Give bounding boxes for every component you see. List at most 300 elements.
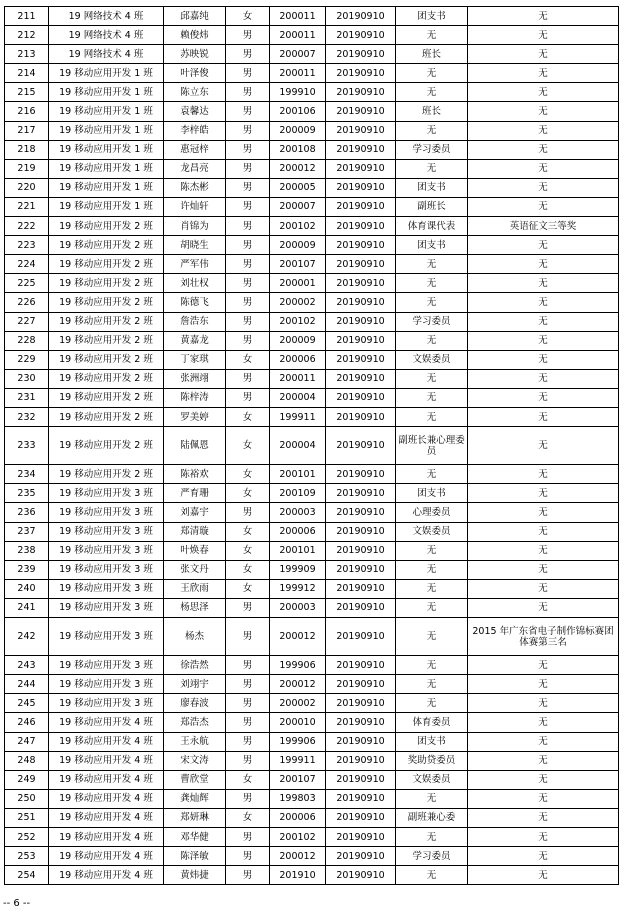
cell-index: 236	[5, 503, 49, 522]
cell-award: 英语征文三等奖	[468, 217, 619, 236]
cell-name: 宋文涛	[164, 751, 226, 770]
cell-index: 252	[5, 828, 49, 847]
cell-name: 严育珊	[164, 484, 226, 503]
cell-index: 238	[5, 541, 49, 560]
cell-position: 无	[396, 159, 468, 178]
cell-name: 黄嘉龙	[164, 331, 226, 350]
cell-name: 赖俊炜	[164, 26, 226, 45]
cell-index: 233	[5, 427, 49, 465]
cell-name: 刘壮权	[164, 274, 226, 293]
cell-gender: 女	[226, 407, 270, 426]
cell-name: 陈德飞	[164, 293, 226, 312]
cell-gender: 男	[226, 293, 270, 312]
cell-name: 李梓皓	[164, 121, 226, 140]
cell-birth: 199909	[270, 560, 326, 579]
cell-award: 无	[468, 293, 619, 312]
table-row	[5, 7, 619, 26]
cell-position: 无	[396, 121, 468, 140]
cell-index: 231	[5, 388, 49, 407]
cell-gender: 男	[226, 140, 270, 159]
cell-name: 丁家琪	[164, 350, 226, 369]
table-row	[5, 140, 619, 159]
cell-birth: 200003	[270, 598, 326, 617]
cell-name: 陈裕欢	[164, 465, 226, 484]
cell-name: 曹欣堂	[164, 770, 226, 789]
cell-birth: 200004	[270, 427, 326, 465]
table-row	[5, 828, 619, 847]
cell-gender: 男	[226, 331, 270, 350]
cell-class: 19 移动应用开发 3 班	[49, 598, 164, 617]
cell-enroll-date: 20190910	[326, 427, 396, 465]
cell-gender: 男	[226, 236, 270, 255]
cell-gender: 男	[226, 713, 270, 732]
cell-position: 无	[396, 64, 468, 83]
cell-enroll-date: 20190910	[326, 560, 396, 579]
cell-enroll-date: 20190910	[326, 598, 396, 617]
cell-enroll-date: 20190910	[326, 350, 396, 369]
cell-name: 袁馨达	[164, 102, 226, 121]
cell-birth: 200010	[270, 713, 326, 732]
cell-enroll-date: 20190910	[326, 579, 396, 598]
table-row	[5, 293, 619, 312]
cell-position: 无	[396, 694, 468, 713]
cell-index: 212	[5, 26, 49, 45]
cell-position: 无	[396, 656, 468, 675]
cell-enroll-date: 20190910	[326, 503, 396, 522]
cell-class: 19 移动应用开发 4 班	[49, 713, 164, 732]
cell-index: 250	[5, 789, 49, 808]
table-row	[5, 541, 619, 560]
cell-index: 215	[5, 83, 49, 102]
cell-class: 19 移动应用开发 4 班	[49, 847, 164, 866]
cell-award: 无	[468, 598, 619, 617]
cell-class: 19 网络技术 4 班	[49, 7, 164, 26]
cell-position: 团支书	[396, 732, 468, 751]
cell-position: 无	[396, 866, 468, 885]
cell-enroll-date: 20190910	[326, 274, 396, 293]
cell-award: 无	[468, 465, 619, 484]
cell-birth: 200006	[270, 808, 326, 827]
cell-gender: 女	[226, 808, 270, 827]
cell-birth: 200012	[270, 159, 326, 178]
cell-birth: 200101	[270, 541, 326, 560]
cell-gender: 男	[226, 789, 270, 808]
cell-name: 叶泽俊	[164, 64, 226, 83]
table-row	[5, 121, 619, 140]
cell-birth: 200108	[270, 140, 326, 159]
cell-birth: 200009	[270, 236, 326, 255]
cell-gender: 男	[226, 83, 270, 102]
cell-position: 奖助贷委员	[396, 751, 468, 770]
cell-enroll-date: 20190910	[326, 694, 396, 713]
cell-award: 无	[468, 789, 619, 808]
cell-enroll-date: 20190910	[326, 656, 396, 675]
table-row	[5, 350, 619, 369]
cell-gender: 男	[226, 197, 270, 216]
cell-position: 学习委员	[396, 847, 468, 866]
cell-birth: 200009	[270, 121, 326, 140]
cell-gender: 男	[226, 26, 270, 45]
cell-position: 无	[396, 789, 468, 808]
cell-index: 227	[5, 312, 49, 331]
cell-birth: 200106	[270, 102, 326, 121]
table-row	[5, 83, 619, 102]
cell-index: 225	[5, 274, 49, 293]
cell-index: 247	[5, 732, 49, 751]
cell-enroll-date: 20190910	[326, 102, 396, 121]
cell-name: 杨杰	[164, 618, 226, 656]
cell-gender: 男	[226, 847, 270, 866]
cell-name: 郑清璇	[164, 522, 226, 541]
cell-enroll-date: 20190910	[326, 217, 396, 236]
cell-gender: 男	[226, 732, 270, 751]
cell-class: 19 移动应用开发 1 班	[49, 197, 164, 216]
cell-position: 无	[396, 618, 468, 656]
cell-name: 王永航	[164, 732, 226, 751]
cell-class: 19 移动应用开发 2 班	[49, 465, 164, 484]
cell-index: 251	[5, 808, 49, 827]
table-row	[5, 522, 619, 541]
table-row	[5, 847, 619, 866]
cell-gender: 男	[226, 121, 270, 140]
cell-index: 217	[5, 121, 49, 140]
cell-enroll-date: 20190910	[326, 121, 396, 140]
cell-birth: 200012	[270, 675, 326, 694]
cell-position: 无	[396, 293, 468, 312]
table-row	[5, 369, 619, 388]
cell-index: 240	[5, 579, 49, 598]
cell-position: 无	[396, 26, 468, 45]
cell-birth: 200102	[270, 217, 326, 236]
cell-gender: 男	[226, 598, 270, 617]
cell-gender: 男	[226, 866, 270, 885]
cell-position: 文娱委员	[396, 522, 468, 541]
cell-gender: 男	[226, 312, 270, 331]
cell-gender: 男	[226, 102, 270, 121]
cell-position: 副班兼心委	[396, 808, 468, 827]
cell-enroll-date: 20190910	[326, 255, 396, 274]
cell-position: 无	[396, 369, 468, 388]
cell-class: 19 移动应用开发 4 班	[49, 808, 164, 827]
cell-class: 19 移动应用开发 3 班	[49, 618, 164, 656]
cell-position: 文娱委员	[396, 350, 468, 369]
cell-gender: 男	[226, 45, 270, 64]
table-row	[5, 713, 619, 732]
cell-name: 叶焕春	[164, 541, 226, 560]
cell-name: 严军伟	[164, 255, 226, 274]
table-row	[5, 808, 619, 827]
cell-name: 杨思泽	[164, 598, 226, 617]
cell-class: 19 移动应用开发 1 班	[49, 102, 164, 121]
cell-enroll-date: 20190910	[326, 866, 396, 885]
cell-award: 无	[468, 159, 619, 178]
table-row	[5, 407, 619, 426]
table-row	[5, 675, 619, 694]
cell-position: 副班长兼心理委员	[396, 427, 468, 465]
cell-award: 无	[468, 732, 619, 751]
cell-enroll-date: 20190910	[326, 83, 396, 102]
cell-award: 无	[468, 808, 619, 827]
cell-award: 无	[468, 331, 619, 350]
cell-award: 无	[468, 484, 619, 503]
cell-name: 陈立东	[164, 83, 226, 102]
cell-class: 19 移动应用开发 2 班	[49, 388, 164, 407]
cell-birth: 200101	[270, 465, 326, 484]
table-row	[5, 312, 619, 331]
cell-position: 无	[396, 274, 468, 293]
cell-gender: 男	[226, 159, 270, 178]
cell-birth: 199910	[270, 83, 326, 102]
cell-birth: 200012	[270, 847, 326, 866]
cell-award: 无	[468, 83, 619, 102]
cell-award: 无	[468, 522, 619, 541]
cell-index: 239	[5, 560, 49, 579]
cell-position: 无	[396, 541, 468, 560]
cell-gender: 男	[226, 503, 270, 522]
table-row	[5, 159, 619, 178]
cell-class: 19 移动应用开发 2 班	[49, 236, 164, 255]
cell-name: 罗美婷	[164, 407, 226, 426]
cell-enroll-date: 20190910	[326, 407, 396, 426]
cell-class: 19 移动应用开发 3 班	[49, 656, 164, 675]
cell-gender: 男	[226, 656, 270, 675]
table-row	[5, 427, 619, 465]
cell-position: 无	[396, 83, 468, 102]
cell-gender: 男	[226, 751, 270, 770]
cell-index: 224	[5, 255, 49, 274]
cell-name: 廖春波	[164, 694, 226, 713]
cell-enroll-date: 20190910	[326, 675, 396, 694]
cell-index: 246	[5, 713, 49, 732]
cell-name: 黄炜捷	[164, 866, 226, 885]
cell-index: 222	[5, 217, 49, 236]
cell-award: 无	[468, 694, 619, 713]
cell-class: 19 移动应用开发 3 班	[49, 579, 164, 598]
cell-enroll-date: 20190910	[326, 828, 396, 847]
cell-enroll-date: 20190910	[326, 331, 396, 350]
cell-birth: 200011	[270, 64, 326, 83]
table-row	[5, 102, 619, 121]
cell-name: 许灿轩	[164, 197, 226, 216]
cell-enroll-date: 20190910	[326, 159, 396, 178]
cell-class: 19 移动应用开发 1 班	[49, 121, 164, 140]
cell-name: 陈杰彬	[164, 178, 226, 197]
cell-class: 19 移动应用开发 3 班	[49, 694, 164, 713]
cell-gender: 男	[226, 255, 270, 274]
cell-name: 龚灿辉	[164, 789, 226, 808]
cell-position: 心理委员	[396, 503, 468, 522]
cell-index: 213	[5, 45, 49, 64]
cell-name: 张洲翊	[164, 369, 226, 388]
cell-position: 无	[396, 465, 468, 484]
cell-index: 243	[5, 656, 49, 675]
cell-class: 19 网络技术 4 班	[49, 26, 164, 45]
cell-gender: 男	[226, 369, 270, 388]
table-row	[5, 465, 619, 484]
student-roster-table	[4, 6, 619, 885]
cell-class: 19 移动应用开发 2 班	[49, 407, 164, 426]
cell-class: 19 移动应用开发 1 班	[49, 83, 164, 102]
cell-birth: 199803	[270, 789, 326, 808]
table-row	[5, 656, 619, 675]
table-row	[5, 255, 619, 274]
cell-birth: 200011	[270, 7, 326, 26]
cell-award: 无	[468, 26, 619, 45]
cell-class: 19 移动应用开发 2 班	[49, 274, 164, 293]
cell-index: 214	[5, 64, 49, 83]
cell-enroll-date: 20190910	[326, 293, 396, 312]
cell-class: 19 移动应用开发 3 班	[49, 522, 164, 541]
cell-award: 无	[468, 7, 619, 26]
cell-index: 242	[5, 618, 49, 656]
cell-enroll-date: 20190910	[326, 847, 396, 866]
cell-position: 无	[396, 675, 468, 694]
cell-award: 无	[468, 369, 619, 388]
cell-gender: 女	[226, 579, 270, 598]
cell-index: 241	[5, 598, 49, 617]
cell-class: 19 移动应用开发 4 班	[49, 789, 164, 808]
table-row	[5, 770, 619, 789]
cell-enroll-date: 20190910	[326, 789, 396, 808]
cell-enroll-date: 20190910	[326, 64, 396, 83]
cell-award: 无	[468, 713, 619, 732]
cell-birth: 200002	[270, 694, 326, 713]
cell-position: 学习委员	[396, 140, 468, 159]
cell-enroll-date: 20190910	[326, 770, 396, 789]
cell-birth: 200005	[270, 178, 326, 197]
cell-enroll-date: 20190910	[326, 197, 396, 216]
cell-class: 19 移动应用开发 2 班	[49, 312, 164, 331]
cell-gender: 男	[226, 217, 270, 236]
cell-gender: 男	[226, 64, 270, 83]
cell-class: 19 移动应用开发 1 班	[49, 140, 164, 159]
cell-award: 无	[468, 427, 619, 465]
cell-award: 无	[468, 121, 619, 140]
cell-gender: 女	[226, 770, 270, 789]
cell-enroll-date: 20190910	[326, 484, 396, 503]
cell-award: 无	[468, 579, 619, 598]
cell-award: 无	[468, 656, 619, 675]
cell-award: 无	[468, 64, 619, 83]
cell-award: 无	[468, 675, 619, 694]
cell-birth: 200107	[270, 255, 326, 274]
cell-enroll-date: 20190910	[326, 808, 396, 827]
cell-award: 无	[468, 503, 619, 522]
cell-award: 2015 年广东省电子制作锦标赛团体赛第三名	[468, 618, 619, 656]
cell-award: 无	[468, 751, 619, 770]
cell-class: 19 移动应用开发 4 班	[49, 732, 164, 751]
cell-name: 刘翊宇	[164, 675, 226, 694]
cell-index: 223	[5, 236, 49, 255]
cell-award: 无	[468, 274, 619, 293]
cell-class: 19 移动应用开发 3 班	[49, 541, 164, 560]
table-row	[5, 388, 619, 407]
cell-enroll-date: 20190910	[326, 751, 396, 770]
cell-award: 无	[468, 197, 619, 216]
cell-gender: 男	[226, 274, 270, 293]
cell-class: 19 移动应用开发 4 班	[49, 770, 164, 789]
cell-position: 无	[396, 388, 468, 407]
cell-name: 胡晓生	[164, 236, 226, 255]
cell-index: 229	[5, 350, 49, 369]
table-row	[5, 732, 619, 751]
cell-class: 19 网络技术 4 班	[49, 45, 164, 64]
table-row	[5, 789, 619, 808]
cell-position: 无	[396, 579, 468, 598]
cell-class: 19 移动应用开发 4 班	[49, 828, 164, 847]
cell-enroll-date: 20190910	[326, 369, 396, 388]
cell-birth: 200011	[270, 369, 326, 388]
cell-gender: 女	[226, 522, 270, 541]
cell-birth: 200006	[270, 350, 326, 369]
cell-position: 团支书	[396, 178, 468, 197]
cell-birth: 200011	[270, 26, 326, 45]
cell-gender: 男	[226, 694, 270, 713]
cell-gender: 女	[226, 484, 270, 503]
cell-gender: 女	[226, 350, 270, 369]
cell-birth: 200012	[270, 618, 326, 656]
cell-name: 苏映锐	[164, 45, 226, 64]
cell-award: 无	[468, 560, 619, 579]
cell-index: 211	[5, 7, 49, 26]
cell-award: 无	[468, 102, 619, 121]
table-row	[5, 236, 619, 255]
table-row	[5, 694, 619, 713]
cell-gender: 女	[226, 541, 270, 560]
cell-class: 19 移动应用开发 1 班	[49, 159, 164, 178]
cell-birth: 200107	[270, 770, 326, 789]
cell-index: 235	[5, 484, 49, 503]
cell-birth: 199911	[270, 751, 326, 770]
cell-class: 19 移动应用开发 2 班	[49, 427, 164, 465]
cell-position: 团支书	[396, 236, 468, 255]
cell-position: 团支书	[396, 7, 468, 26]
cell-index: 216	[5, 102, 49, 121]
cell-birth: 200007	[270, 45, 326, 64]
table-row	[5, 503, 619, 522]
cell-class: 19 移动应用开发 2 班	[49, 217, 164, 236]
cell-class: 19 移动应用开发 2 班	[49, 369, 164, 388]
cell-index: 221	[5, 197, 49, 216]
cell-award: 无	[468, 847, 619, 866]
cell-class: 19 移动应用开发 2 班	[49, 255, 164, 274]
cell-index: 245	[5, 694, 49, 713]
cell-position: 学习委员	[396, 312, 468, 331]
page-number: -- 6 --	[3, 898, 31, 909]
cell-index: 254	[5, 866, 49, 885]
cell-class: 19 移动应用开发 3 班	[49, 675, 164, 694]
cell-class: 19 移动应用开发 2 班	[49, 331, 164, 350]
cell-enroll-date: 20190910	[326, 388, 396, 407]
cell-position: 无	[396, 255, 468, 274]
cell-award: 无	[468, 45, 619, 64]
cell-birth: 200001	[270, 274, 326, 293]
cell-position: 体育课代表	[396, 217, 468, 236]
cell-position: 班长	[396, 45, 468, 64]
cell-enroll-date: 20190910	[326, 618, 396, 656]
cell-class: 19 移动应用开发 2 班	[49, 293, 164, 312]
cell-index: 218	[5, 140, 49, 159]
cell-gender: 男	[226, 675, 270, 694]
cell-award: 无	[468, 407, 619, 426]
table-row	[5, 618, 619, 656]
cell-name: 刘嘉宇	[164, 503, 226, 522]
cell-birth: 199911	[270, 407, 326, 426]
cell-birth: 201910	[270, 866, 326, 885]
cell-birth: 200006	[270, 522, 326, 541]
cell-index: 220	[5, 178, 49, 197]
cell-enroll-date: 20190910	[326, 7, 396, 26]
